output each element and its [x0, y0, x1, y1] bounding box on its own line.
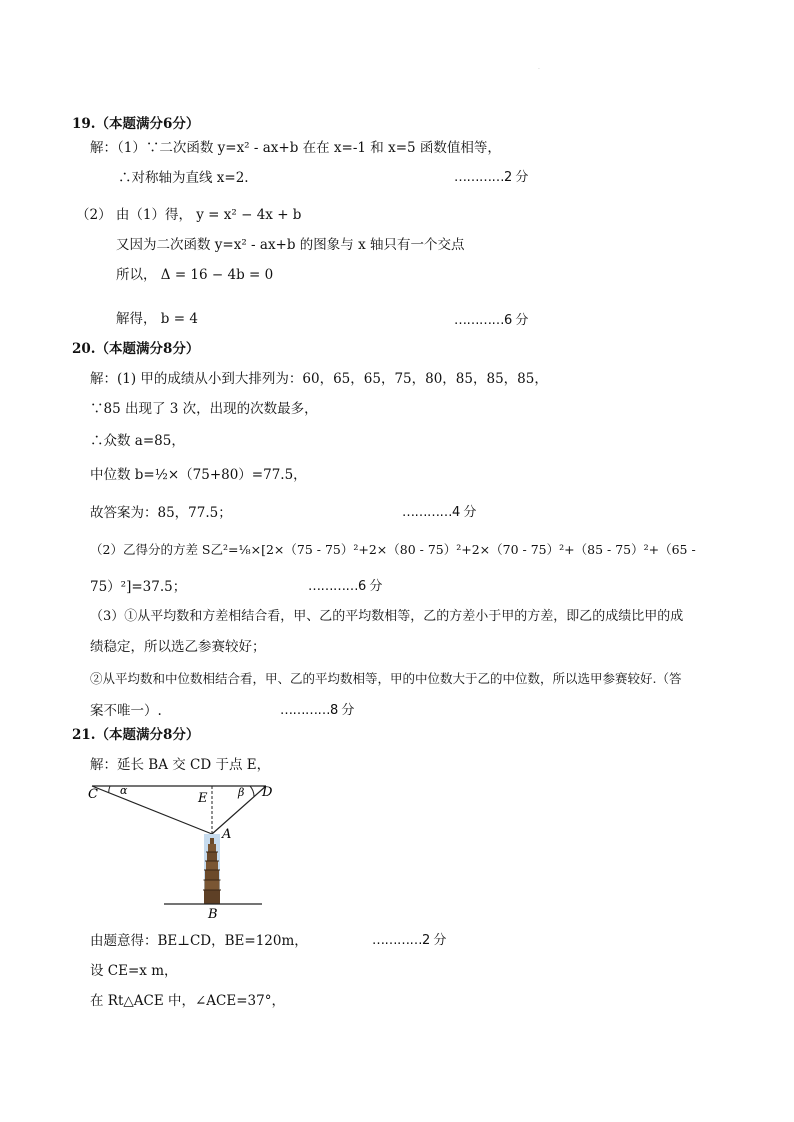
q20-line-5: 故答案为：85，77.5； — [90, 505, 232, 521]
q20-mark-3: …………8 分 — [280, 703, 354, 718]
q20-line-2: ∵85 出现了 3 次，出现的次数最多， — [90, 401, 318, 417]
q20-line-10: ②从平均数和中位数相结合看，甲、乙的平均数相等，甲的中位数大于乙的中位数，所以选甲参赛较好.（答 — [90, 671, 682, 686]
q21-line-4: 在 Rt△ACE 中，∠ACE=37°， — [90, 993, 285, 1009]
q21-line-2: 由题意得：BE⊥CD，BE=120m， — [90, 933, 308, 949]
label-alpha: α — [120, 784, 128, 797]
tower-diagram — [84, 776, 284, 922]
q19-line-6: 解得， b = 4 — [116, 311, 198, 327]
line-ca — [92, 786, 212, 834]
angle-beta-arc — [250, 786, 254, 797]
label-c: C — [88, 787, 98, 802]
label-b: B — [208, 907, 218, 922]
q20-mark-1: …………4 分 — [402, 505, 476, 520]
q21-line-3: 设 CE=x m， — [90, 963, 178, 979]
q20-mark-2: …………6 分 — [308, 579, 382, 594]
q19-line-1: 解：（1）∵二次函数 y=x² - ax+b 在在 x=-1 和 x=5 函数值相等， — [90, 140, 501, 156]
angle-alpha-arc — [109, 786, 110, 793]
q19-mark-1: …………2 分 — [454, 170, 528, 185]
label-a: A — [222, 827, 232, 842]
q20-line-8: （3）①从平均数和方差相结合看，甲、乙的平均数相等，乙的方差小于甲的方差，即乙的成绩比甲的成 — [90, 609, 684, 624]
q20-line-4: 中位数 b=½×（75+80）=77.5， — [90, 467, 307, 483]
label-e: E — [198, 791, 208, 806]
q21-heading: 21.（本题满分8分） — [72, 727, 200, 743]
q20-line-3: ∴众数 a=85， — [90, 433, 185, 449]
q20-line-1: 解：(1) 甲的成绩从小到大排列为：60，65，65，75，80，85，85，85， — [90, 371, 548, 387]
q19-mark-2: …………6 分 — [454, 313, 528, 328]
q21-line-1: 解：延长 BA 交 CD 于点 E， — [90, 757, 271, 773]
q20-line-9: 绩稳定，所以选乙参赛较好； — [90, 639, 266, 655]
q20-line-11: 案不唯一）. — [90, 703, 162, 719]
q19-heading: 19.（本题满分6分） — [72, 116, 200, 132]
q19-line-2: ∴对称轴为直线 x=2. — [118, 170, 249, 186]
q19-line-5: 所以， Δ = 16 − 4b = 0 — [116, 267, 274, 283]
q20-line-6: （2）乙得分的方差 S乙²=⅛×[2×（75 - 75）²+2×（80 - 75）²+2×（70 - 75）²+（85 - 75）²+（65 - — [90, 542, 696, 557]
q20-heading: 20.（本题满分8分） — [72, 341, 200, 357]
q19-line-3: （2） 由（1）得， y = x² − 4x + b — [76, 207, 302, 223]
label-beta: β — [238, 786, 245, 799]
scan-mark: . — [538, 64, 540, 71]
label-d: D — [262, 785, 273, 800]
q21-mark-1: …………2 分 — [372, 933, 446, 948]
q19-line-4: 又因为二次函数 y=x² - ax+b 的图象与 x 轴只有一个交点 — [116, 237, 465, 253]
q20-line-7: 75）²]=37.5； — [90, 579, 187, 595]
